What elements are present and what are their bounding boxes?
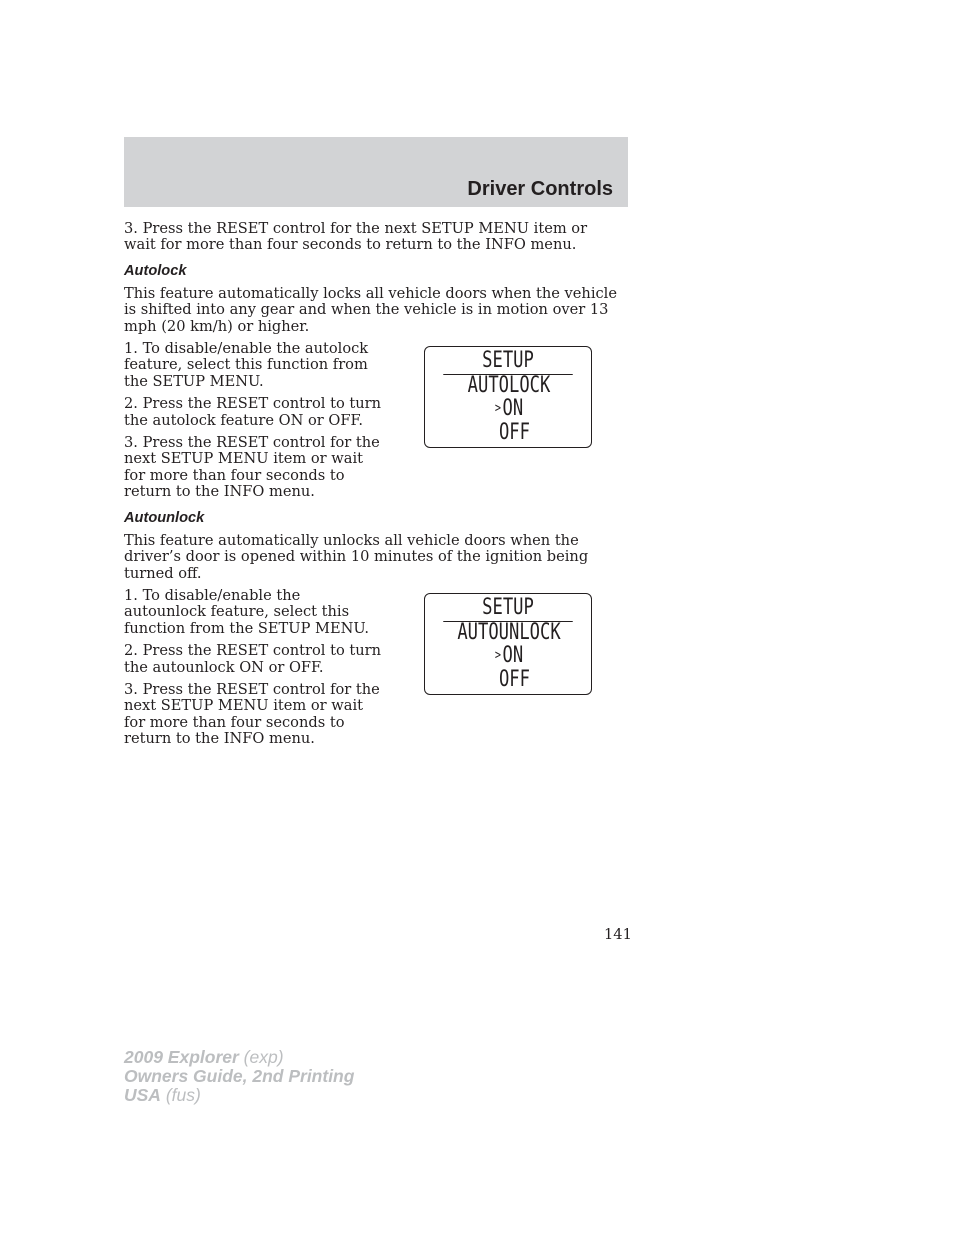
autounlock-display-on-row (443, 644, 574, 668)
autounlock-step-2: 2. Press the RESET control to turn the autounlock ON or OFF. (124, 642, 382, 676)
autolock-step-2: 2. Press the RESET control to turn the autolock feature ON or OFF. (124, 395, 382, 429)
autounlock-heading: Autounlock (124, 509, 205, 526)
autolock-display-on-row (443, 397, 574, 421)
autounlock-steps-section (124, 588, 619, 748)
page-content (124, 221, 619, 754)
autolock-display-on: ON (502, 396, 524, 422)
section-title: Driver Controls (467, 178, 613, 200)
selector-arrow-icon: > (494, 647, 501, 663)
autounlock-display-item: AUTOUNLOCK (457, 619, 561, 645)
autolock-display-title: SETUP (443, 347, 572, 375)
page-number: 141 (604, 926, 632, 943)
autolock-description: This feature automatically locks all vehicle doors when the vehicle is shifted into any gear and when the vehicle is in motion over 13 mph (20 km/h) or higher. (124, 284, 617, 335)
footer-line-2: Owners Guide, 2nd Printing (124, 1066, 355, 1086)
autolock-steps-section (124, 341, 619, 501)
autounlock-display-on: ON (502, 642, 524, 668)
autounlock-display-illustration (424, 593, 592, 695)
autounlock-step-3: 3. Press the RESET control for the next SETUP MENU item or wait for more than four seconds to return to the INFO menu. (124, 680, 380, 748)
selector-arrow-icon: > (494, 401, 501, 417)
footer-line-1: 2009 Explorer (exp) (124, 1047, 284, 1067)
autolock-heading: Autolock (124, 262, 187, 279)
autounlock-display-title: SETUP (443, 594, 572, 622)
section-header-band (124, 137, 628, 207)
autounlock-display-off: OFF (498, 666, 530, 692)
intro-paragraph: 3. Press the RESET control for the next SETUP MENU item or wait for more than four seconds to return to the INFO menu. (124, 220, 588, 254)
autounlock-step-1: 1. To disable/enable the autounlock feature, select this function from the SETUP MENU. (124, 586, 370, 637)
autolock-display-illustration (424, 346, 592, 448)
autolock-display-item: AUTOLOCK (467, 373, 551, 399)
autolock-step-1: 1. To disable/enable the autolock feature, select this function from the SETUP MENU. (124, 340, 369, 390)
autolock-display-off: OFF (498, 420, 530, 446)
autounlock-description: This feature automatically unlocks all vehicle doors when the driver’s door is opened within 10 minutes of the ignition being turned off. (124, 531, 589, 582)
footer-line-3: USA (fus) (124, 1085, 201, 1105)
document-footer (124, 1048, 354, 1105)
autolock-step-3: 3. Press the RESET control for the next SETUP MENU item or wait for more than four seconds to return to the INFO menu. (124, 434, 380, 501)
